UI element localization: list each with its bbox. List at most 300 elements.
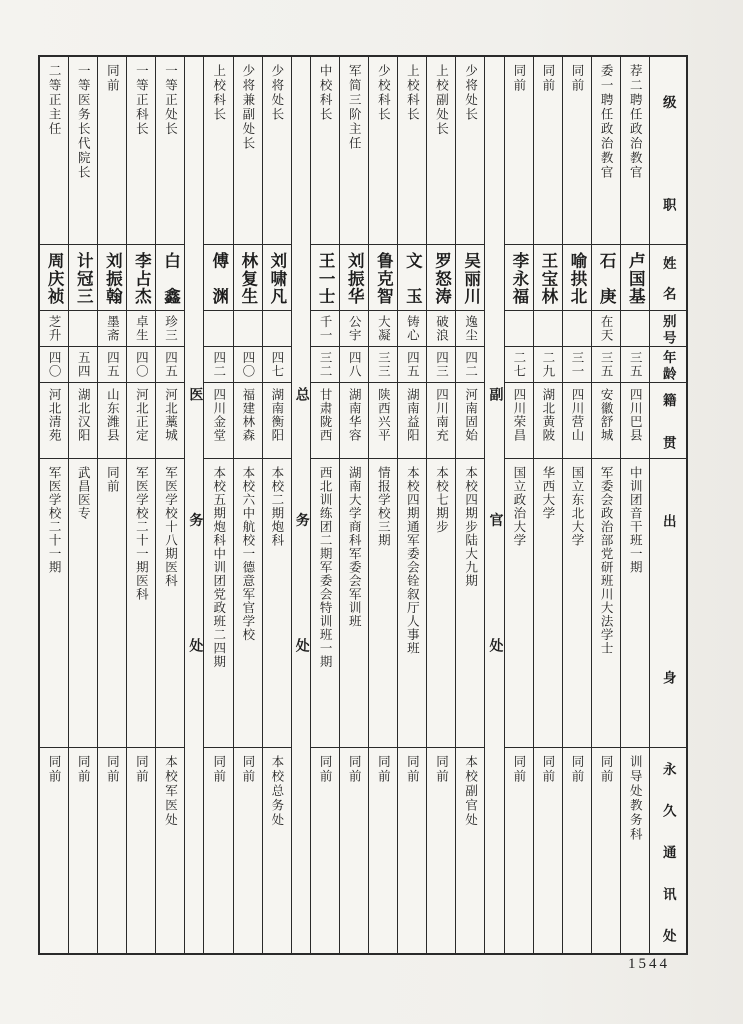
age-cell [263, 346, 291, 382]
name-value: 文玉 [403, 252, 423, 304]
native-cell [204, 382, 232, 458]
header-alias-label: 别号 [660, 313, 676, 344]
person-column [534, 57, 563, 953]
rank-value: 上校科长 [405, 64, 420, 122]
header-origin [650, 458, 686, 747]
rank-value: 少校科长 [376, 64, 391, 122]
alias-cell [427, 310, 455, 346]
name-cell [40, 244, 68, 310]
age-value: 四八 [347, 351, 362, 378]
origin-value: 本校二期炮科 [269, 466, 284, 547]
rank-cell [621, 57, 649, 244]
person-column [398, 57, 427, 953]
origin-value: 武昌医专 [76, 466, 91, 520]
name-cell [505, 244, 533, 310]
alias-cell [621, 310, 649, 346]
header-alias [650, 310, 686, 346]
name-value: 王宝林 [538, 252, 558, 304]
rank-value: 二等正主任 [47, 64, 62, 137]
contact-value: 同前 [376, 755, 391, 784]
header-native-label: 籍贯 [660, 393, 676, 449]
origin-cell [204, 458, 232, 747]
contact-cell [69, 747, 97, 953]
alias-cell [592, 310, 620, 346]
alias-cell [563, 310, 591, 346]
contact-value: 同前 [540, 755, 555, 784]
origin-value: 国立政治大学 [511, 466, 526, 547]
origin-cell [127, 458, 155, 747]
personnel-roster-table [38, 55, 688, 955]
age-value: 四〇 [240, 351, 255, 378]
native-value: 四川营山 [570, 388, 585, 442]
alias-cell [263, 310, 291, 346]
age-cell [204, 346, 232, 382]
header-name-label: 姓名 [660, 256, 676, 300]
native-value: 湖北黄陂 [540, 388, 555, 442]
contact-value: 同前 [599, 755, 614, 784]
contact-cell [40, 747, 68, 953]
native-value: 湖南华容 [347, 388, 362, 442]
alias-cell [398, 310, 426, 346]
section-label: 副官处 [487, 387, 503, 652]
person-column [592, 57, 621, 953]
native-cell [398, 382, 426, 458]
rank-cell [340, 57, 368, 244]
alias-cell [40, 310, 68, 346]
alias-value: 芝升 [47, 315, 62, 342]
alias-cell [311, 310, 339, 346]
header-contact [650, 747, 686, 953]
name-value: 周庆祯 [45, 252, 65, 304]
origin-cell [369, 458, 397, 747]
rank-cell [204, 57, 232, 244]
age-value: 三一 [570, 351, 585, 378]
native-value: 四川荣昌 [511, 388, 526, 442]
contact-cell [534, 747, 562, 953]
alias-value: 大凝 [376, 315, 391, 342]
age-cell [311, 346, 339, 382]
rank-cell [69, 57, 97, 244]
contact-cell [398, 747, 426, 953]
alias-value: 破浪 [434, 315, 449, 342]
age-value: 五四 [76, 351, 91, 378]
origin-cell [427, 458, 455, 747]
contact-value: 本校总务处 [269, 755, 284, 828]
rank-value: 上校副处长 [434, 64, 449, 137]
name-cell [534, 244, 562, 310]
rank-value: 同前 [570, 64, 585, 93]
origin-cell [156, 458, 184, 747]
contact-value: 同前 [347, 755, 362, 784]
origin-value: 华西大学 [540, 466, 555, 520]
name-value: 石庚 [597, 252, 617, 304]
contact-value: 同前 [76, 755, 91, 784]
person-column [311, 57, 340, 953]
alias-cell [505, 310, 533, 346]
name-value: 计冠三 [74, 252, 94, 304]
native-cell [40, 382, 68, 458]
origin-value: 同前 [105, 466, 120, 493]
contact-cell [234, 747, 262, 953]
name-cell [563, 244, 591, 310]
origin-cell [563, 458, 591, 747]
native-cell [505, 382, 533, 458]
person-column [427, 57, 456, 953]
origin-value: 军委会政治部党研班川大法学士 [599, 466, 614, 655]
native-cell [234, 382, 262, 458]
name-value: 刘振华 [345, 252, 365, 304]
person-column [340, 57, 369, 953]
native-value: 四川金堂 [211, 388, 226, 442]
alias-cell [234, 310, 262, 346]
person-column [127, 57, 156, 953]
alias-value: 铸心 [405, 315, 420, 342]
header-native-place [650, 382, 686, 458]
name-value: 李永福 [509, 252, 529, 304]
native-cell [69, 382, 97, 458]
contact-value: 训导处教务科 [628, 755, 643, 842]
person-column [156, 57, 185, 953]
name-value: 傅渊 [209, 252, 229, 304]
contact-cell [456, 747, 484, 953]
age-cell [398, 346, 426, 382]
age-value: 三二 [318, 351, 333, 378]
person-column [369, 57, 398, 953]
table-header-column [650, 57, 686, 953]
age-value: 四三 [434, 351, 449, 378]
header-rank [650, 57, 686, 244]
alias-cell [69, 310, 97, 346]
contact-value: 同前 [511, 755, 526, 784]
rank-cell [263, 57, 291, 244]
name-value: 李占杰 [132, 252, 152, 304]
native-cell [311, 382, 339, 458]
rank-value: 同前 [511, 64, 526, 93]
native-cell [263, 382, 291, 458]
header-name [650, 244, 686, 310]
rank-cell [505, 57, 533, 244]
person-column [40, 57, 69, 953]
name-cell [427, 244, 455, 310]
origin-value: 军医学校二十一期 [47, 466, 62, 574]
contact-value: 同前 [240, 755, 255, 784]
origin-value: 湖南大学商科军委会军训班 [347, 466, 362, 628]
age-value: 四〇 [134, 351, 149, 378]
alias-value: 千一 [318, 315, 333, 342]
contact-cell [592, 747, 620, 953]
origin-cell [592, 458, 620, 747]
origin-cell [398, 458, 426, 747]
age-cell [534, 346, 562, 382]
native-cell [369, 382, 397, 458]
rank-value: 上校科长 [211, 64, 226, 122]
person-column [621, 57, 650, 953]
rank-value: 一等医务长代院长 [76, 64, 91, 180]
person-column [69, 57, 98, 953]
age-value: 四二 [463, 351, 478, 378]
native-value: 陕西兴平 [376, 388, 391, 442]
origin-cell [621, 458, 649, 747]
native-cell [456, 382, 484, 458]
name-cell [204, 244, 232, 310]
contact-value: 同前 [570, 755, 585, 784]
origin-cell [263, 458, 291, 747]
name-cell [592, 244, 620, 310]
origin-value: 本校四期步陆大九期 [463, 466, 478, 588]
contact-cell [98, 747, 126, 953]
name-value: 刘振翰 [103, 252, 123, 304]
native-value: 福建林森 [240, 388, 255, 442]
contact-cell [340, 747, 368, 953]
rank-value: 中校科长 [318, 64, 333, 122]
alias-value: 逸尘 [463, 315, 478, 342]
contact-cell [505, 747, 533, 953]
age-cell [592, 346, 620, 382]
age-cell [505, 346, 533, 382]
alias-value: 卓生 [134, 315, 149, 342]
rank-value: 少将处长 [463, 64, 478, 122]
name-value: 林复生 [238, 252, 258, 304]
origin-value: 本校四期通军委会铨叙厅人事班 [405, 466, 420, 655]
native-value: 湖南衡阳 [269, 388, 284, 442]
origin-cell [311, 458, 339, 747]
alias-cell [534, 310, 562, 346]
name-value: 罗怒涛 [432, 252, 452, 304]
native-value: 河北正定 [134, 388, 149, 442]
name-cell [398, 244, 426, 310]
rank-cell [127, 57, 155, 244]
contact-value: 同前 [211, 755, 226, 784]
origin-cell [98, 458, 126, 747]
name-cell [156, 244, 184, 310]
name-value: 白鑫 [161, 252, 181, 304]
age-value: 四〇 [47, 351, 62, 378]
section-label: 医务处 [187, 387, 203, 652]
contact-value: 本校军医处 [163, 755, 178, 828]
name-cell [456, 244, 484, 310]
alias-value: 在天 [599, 315, 614, 342]
origin-value: 军医学校十八期医科 [163, 466, 178, 588]
name-cell [69, 244, 97, 310]
alias-cell [369, 310, 397, 346]
rank-value: 少将兼副处长 [240, 64, 255, 151]
native-cell [621, 382, 649, 458]
contact-cell [263, 747, 291, 953]
contact-cell [127, 747, 155, 953]
age-cell [98, 346, 126, 382]
age-cell [427, 346, 455, 382]
rank-cell [592, 57, 620, 244]
age-value: 三五 [599, 351, 614, 378]
person-column [234, 57, 263, 953]
rank-cell [40, 57, 68, 244]
name-value: 鲁克智 [374, 252, 394, 304]
origin-value: 本校七期步 [434, 466, 449, 534]
contact-value: 同前 [405, 755, 420, 784]
name-cell [234, 244, 262, 310]
alias-cell [456, 310, 484, 346]
native-value: 河北清苑 [47, 388, 62, 442]
person-column [505, 57, 534, 953]
age-value: 四二 [211, 351, 226, 378]
alias-value: 珍三 [163, 315, 178, 342]
native-value: 河南固始 [463, 388, 478, 442]
rank-value: 一等正处长 [163, 64, 178, 137]
alias-cell [340, 310, 368, 346]
contact-cell [563, 747, 591, 953]
name-cell [127, 244, 155, 310]
alias-cell [156, 310, 184, 346]
native-cell [427, 382, 455, 458]
origin-value: 本校五期炮科中训团党政班二四期 [211, 466, 226, 669]
rank-value: 军简三阶主任 [347, 64, 362, 151]
rank-value: 少将处长 [269, 64, 284, 122]
rank-cell [427, 57, 455, 244]
name-cell [621, 244, 649, 310]
age-cell [234, 346, 262, 382]
native-cell [340, 382, 368, 458]
rank-value: 同前 [105, 64, 120, 93]
header-age [650, 346, 686, 382]
person-column [98, 57, 127, 953]
age-cell [621, 346, 649, 382]
page-number: 1544 [628, 956, 670, 972]
rank-cell [563, 57, 591, 244]
section-label: 总务处 [293, 387, 309, 652]
rank-value: 同前 [540, 64, 555, 93]
header-origin-label: 出身 [660, 514, 676, 684]
origin-value: 军医学校二十一期医科 [134, 466, 149, 601]
contact-cell [204, 747, 232, 953]
age-cell [563, 346, 591, 382]
rank-cell [456, 57, 484, 244]
age-value: 四五 [405, 351, 420, 378]
origin-cell [534, 458, 562, 747]
native-value: 河北藁城 [163, 388, 178, 442]
age-cell [156, 346, 184, 382]
rank-value: 委一聘任政治教官 [599, 64, 614, 180]
rank-cell [369, 57, 397, 244]
age-cell [127, 346, 155, 382]
origin-value: 情报学校三期 [376, 466, 391, 547]
person-column [563, 57, 592, 953]
name-value: 卢国基 [626, 252, 646, 304]
age-value: 四七 [269, 351, 284, 378]
native-cell [98, 382, 126, 458]
contact-cell [156, 747, 184, 953]
alias-value: 公宇 [347, 315, 362, 342]
origin-cell [505, 458, 533, 747]
age-value: 二九 [540, 351, 555, 378]
header-rank-label: 级职 [660, 95, 676, 211]
contact-cell [369, 747, 397, 953]
origin-cell [340, 458, 368, 747]
age-cell [369, 346, 397, 382]
contact-value: 同前 [318, 755, 333, 784]
name-cell [340, 244, 368, 310]
native-value: 湖南益阳 [405, 388, 420, 442]
native-value: 四川南充 [434, 388, 449, 442]
origin-cell [456, 458, 484, 747]
rank-value: 荐二聘任政治教官 [628, 64, 643, 180]
native-cell [156, 382, 184, 458]
age-cell [340, 346, 368, 382]
age-value: 二七 [511, 351, 526, 378]
contact-value: 本校副官处 [463, 755, 478, 828]
native-value: 四川巴县 [628, 388, 643, 442]
age-cell [456, 346, 484, 382]
native-value: 山东潍县 [105, 388, 120, 442]
native-value: 安徽舒城 [599, 388, 614, 442]
section-divider-general-affairs [292, 57, 311, 953]
origin-cell [40, 458, 68, 747]
origin-cell [69, 458, 97, 747]
rank-cell [311, 57, 339, 244]
age-cell [40, 346, 68, 382]
age-value: 四五 [105, 351, 120, 378]
alias-cell [204, 310, 232, 346]
rank-cell [98, 57, 126, 244]
header-age-label: 年龄 [660, 349, 676, 380]
age-value: 三五 [628, 351, 643, 378]
rank-cell [156, 57, 184, 244]
person-column [263, 57, 292, 953]
name-value: 喻拱北 [568, 252, 588, 304]
alias-cell [98, 310, 126, 346]
contact-value: 同前 [47, 755, 62, 784]
person-column [456, 57, 485, 953]
name-cell [263, 244, 291, 310]
contact-value: 同前 [434, 755, 449, 784]
native-cell [534, 382, 562, 458]
section-divider-adjutant [485, 57, 504, 953]
contact-cell [621, 747, 649, 953]
alias-cell [127, 310, 155, 346]
name-value: 王一士 [316, 252, 336, 304]
contact-value: 同前 [105, 755, 120, 784]
person-column [204, 57, 233, 953]
name-value: 刘啸凡 [267, 252, 287, 304]
origin-cell [234, 458, 262, 747]
age-value: 四五 [163, 351, 178, 378]
rank-cell [534, 57, 562, 244]
rank-cell [398, 57, 426, 244]
origin-value: 国立东北大学 [570, 466, 585, 547]
name-cell [369, 244, 397, 310]
rank-value: 一等正科长 [134, 64, 149, 137]
age-cell [69, 346, 97, 382]
contact-cell [311, 747, 339, 953]
native-cell [563, 382, 591, 458]
native-cell [127, 382, 155, 458]
name-value: 吴丽川 [461, 252, 481, 304]
contact-value: 同前 [134, 755, 149, 784]
contact-cell [427, 747, 455, 953]
rank-cell [234, 57, 262, 244]
native-cell [592, 382, 620, 458]
header-contact-label: 永久通讯处 [660, 762, 676, 942]
alias-value: 墨斋 [105, 315, 120, 342]
name-cell [311, 244, 339, 310]
age-value: 三三 [376, 351, 391, 378]
origin-value: 中训团音干班一期 [628, 466, 643, 574]
origin-value: 本校六中航校一德意军官学校 [240, 466, 255, 642]
origin-value: 西北训练团二期军委会特训班一期 [318, 466, 333, 669]
name-cell [98, 244, 126, 310]
section-divider-medical [185, 57, 204, 953]
native-value: 湖北汉阳 [76, 388, 91, 442]
native-value: 甘肃陇西 [318, 388, 333, 442]
